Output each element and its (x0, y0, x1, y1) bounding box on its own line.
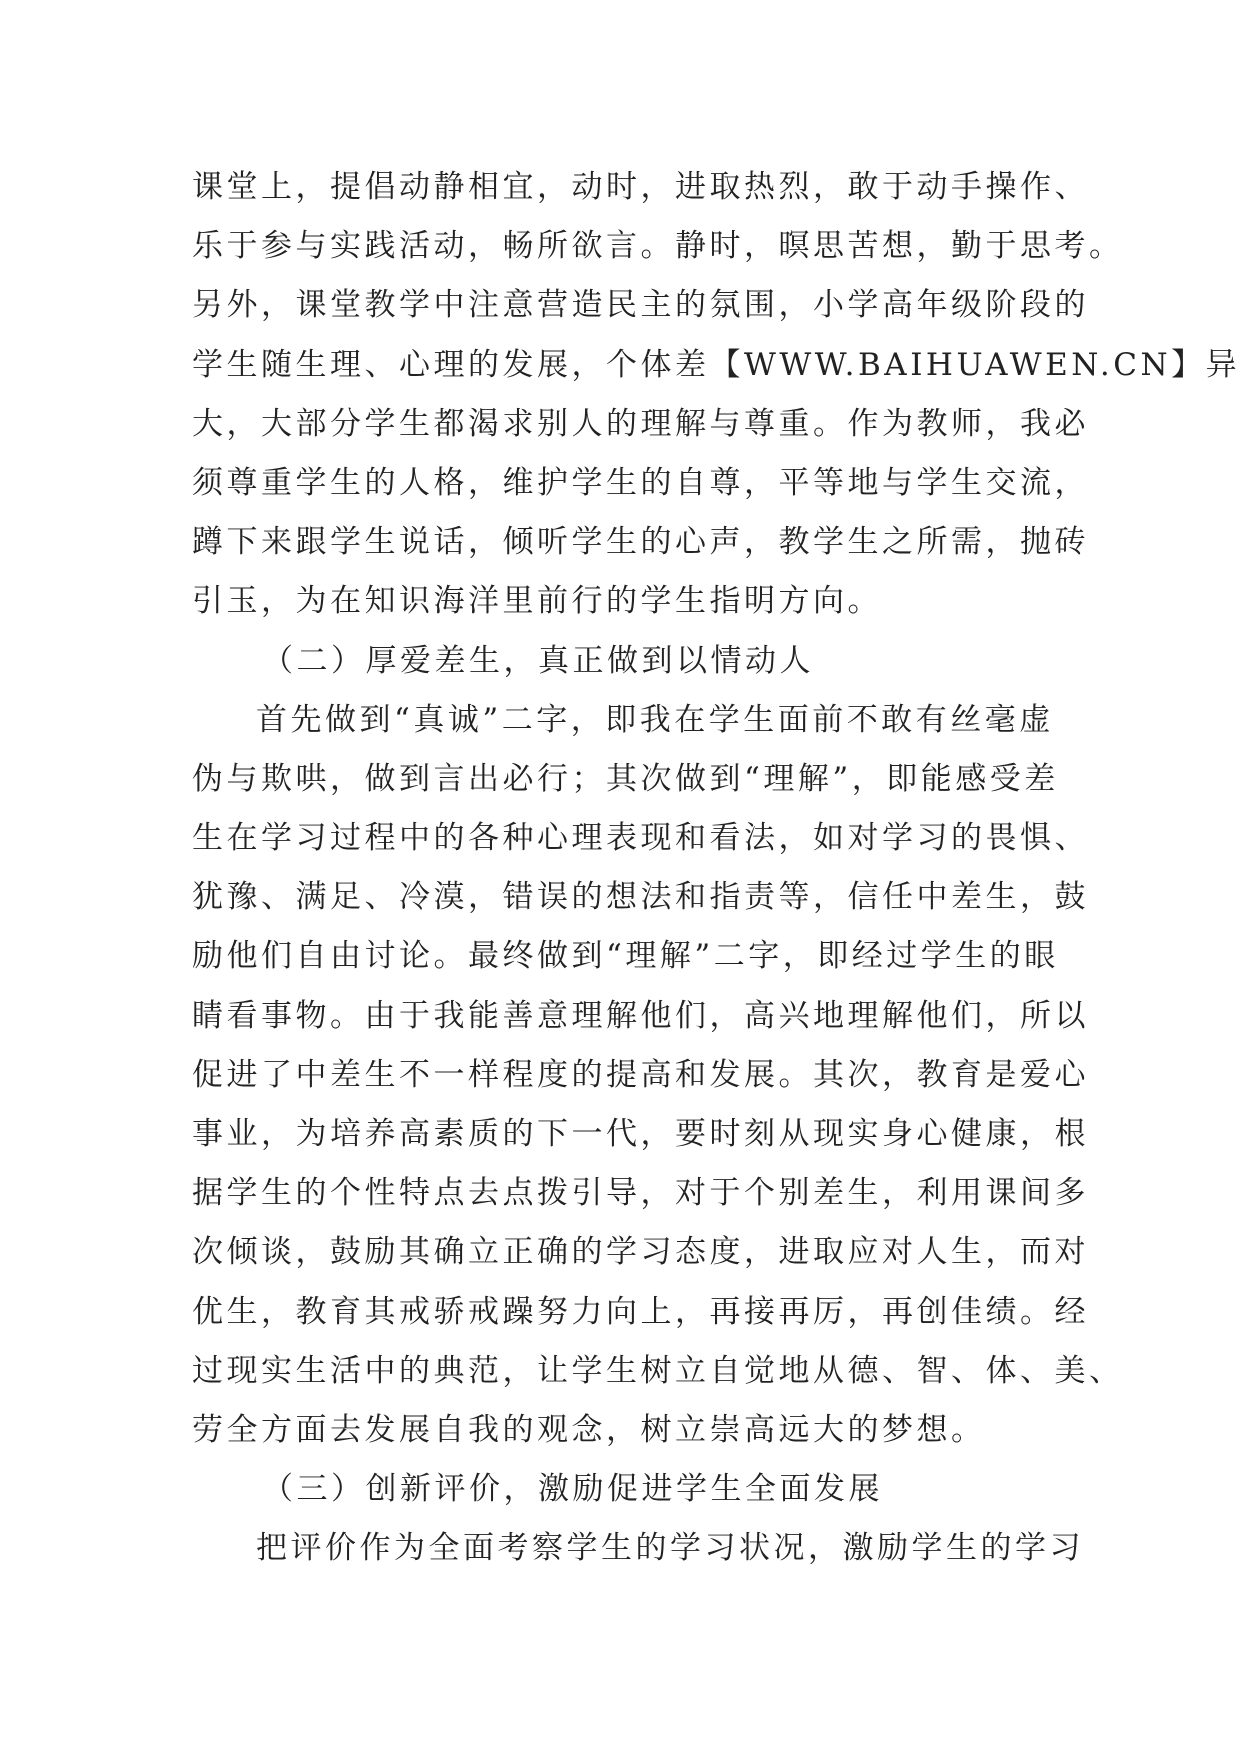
paragraph-start-line: 把评价作为全面考察学生的学习状况，激励学生的学习 (256, 1530, 1084, 1567)
text-line: 促进了中差生不一样程度的提高和发展。其次，教育是爱心 (192, 1056, 1089, 1093)
section-heading: （三）创新评价，激励促进学生全面发展 (262, 1471, 883, 1508)
text-line: 生在学习过程中的各种心理表现和看法，如对学习的畏惧、 (192, 820, 1089, 857)
paragraph-start-line: 首先做到“真诚”二字，即我在学生面前不敢有丝毫虚 (256, 701, 1054, 738)
text-line: 据学生的个性特点去点拨引导，对于个别差生，利用课间多 (192, 1175, 1089, 1212)
text-line: 次倾谈，鼓励其确立正确的学习态度，进取应对人生，而对 (192, 1234, 1089, 1271)
text-line: 学生随生理、心理的发展，个体差【WWW.BAIHUAWEN.CN】异 (192, 346, 1241, 383)
text-line: 过现实生活中的典范，让学生树立自觉地从德、智、体、美、 (192, 1352, 1124, 1389)
text-line: 须尊重学生的人格，维护学生的自尊，平等地与学生交流， (192, 464, 1089, 501)
text-line: 另外，课堂教学中注意营造民主的氛围，小学高年级阶段的 (192, 287, 1089, 324)
body-text (192, 158, 1241, 1579)
text-line: 优生，教育其戒骄戒躁努力向上，再接再厉，再创佳绩。经 (192, 1293, 1089, 1330)
text-line: 睛看事物。由于我能善意理解他们，高兴地理解他们，所以 (192, 997, 1089, 1034)
text-line: 事业，为培养高素质的下一代，要时刻从现实身心健康，根 (192, 1116, 1089, 1152)
text-line: 引玉，为在知识海洋里前行的学生指明方向。 (192, 583, 882, 620)
text-line: 蹲下来跟学生说话，倾听学生的心声，教学生之所需，抛砖 (192, 524, 1089, 561)
text-line: 大，大部分学生都渴求别人的理解与尊重。作为教师，我必 (192, 405, 1089, 442)
text-line: 劳全方面去发展自我的观念，树立崇高远大的梦想。 (192, 1411, 986, 1448)
section-heading: （二）厚爱差生，真正做到以情动人 (262, 642, 814, 679)
text-line: 乐于参与实践活动，畅所欲言。静时，暝思苦想，勤于思考。 (192, 228, 1124, 265)
text-line: 课堂上，提倡动静相宜，动时，进取热烈，敢于动手操作、 (192, 169, 1089, 205)
text-line: 励他们自由讨论。最终做到“理解”二字，即经过学生的眼 (192, 938, 1059, 975)
text-line: 伪与欺哄，做到言出必行；其次做到“理解”，即能感受差 (192, 760, 1059, 797)
text-line: 犹豫、满足、冷漠，错误的想法和指责等，信任中差生，鼓 (192, 879, 1089, 916)
